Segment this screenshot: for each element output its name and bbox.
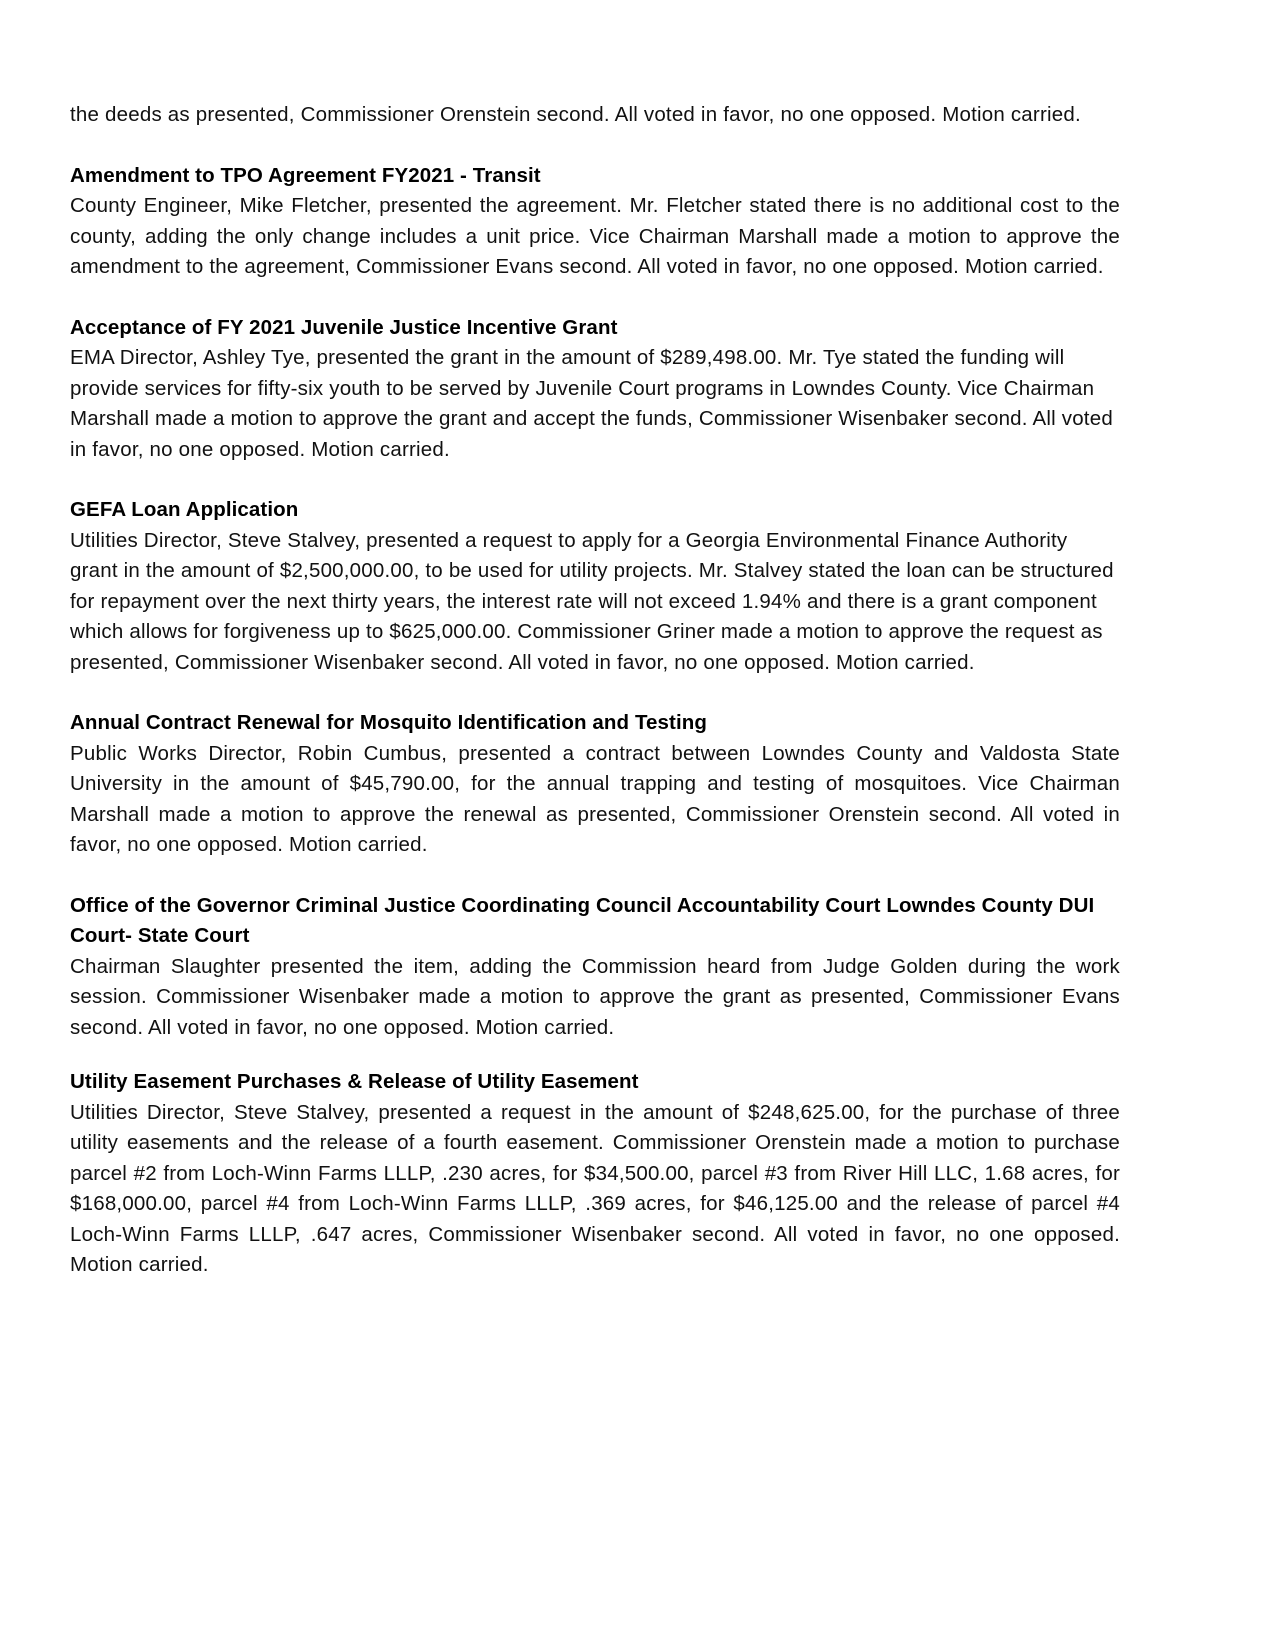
section-body-tpo-agreement: County Engineer, Mike Fletcher, presented the agreement. Mr. Fletcher stated there is no additional cost to the county, adding the only change includes a unit price. Vice Chairman Marshall made a motion to approve the amendment to the agreement, Commissioner Evans second. All voted in favor, no one opposed. Motion carried.	[70, 194, 1120, 278]
document-text-body	[70, 100, 1120, 1281]
section-gefa-loan-application	[70, 495, 1120, 678]
section-body-dui-accountability-court: Chairman Slaughter presented the item, adding the Commission heard from Judge Golden during the work session. Commissioner Wisenbaker made a motion to approve the grant as presented, Commissioner Evans second. All voted in favor, no one opposed. Motion carried.	[70, 954, 1120, 1039]
paragraph-spacer	[70, 465, 1120, 495]
paragraph-spacer	[70, 861, 1120, 891]
section-juvenile-justice-grant	[70, 313, 1120, 466]
section-mosquito-contract-renewal	[70, 708, 1120, 861]
section-heading-gefa-loan-application: GEFA Loan Application	[70, 498, 299, 521]
continued-paragraph: the deeds as presented, Commissioner Orenstein second. All voted in favor, no one opposed. Motion carried.	[70, 103, 1081, 126]
section-body-utility-easement-purchases: Utilities Director, Steve Stalvey, presented a request in the amount of $248,625.00, for the purchase of three utility easements and the release of a fourth easement. Commissioner Orenstein made a motion to purchase parcel #2 from Loch-Winn Farms LLLP, .230 acres, for $34,500.00, parcel #3 from River Hill LLC, 1.68 acres, for $168,000.00, parcel #4 from Loch-Winn Farms LLLP, .369 acres, for $46,125.00 and the release of parcel #4 Loch-Winn Farms LLLP, .647 acres, Commissioner Wisenbaker second. All voted in favor, no one opposed. Motion carried.	[70, 1100, 1120, 1276]
section-heading-juvenile-justice-grant: Acceptance of FY 2021 Juvenile Justice Incentive Grant	[70, 315, 618, 339]
paragraph-spacer	[70, 131, 1120, 161]
section-utility-easement-purchases	[70, 1067, 1120, 1281]
section-body-gefa-loan-application: Utilities Director, Steve Stalvey, presented a request to apply for a Georgia Environmental Finance Authority grant in the amount of $2,500,000.00, to be used for utility projects. Mr. Stalvey stated the loan can be structured for repayment over the next thirty years, the interest rate will not exceed 1.94% and there is a grant component which allows for forgiveness up to $625,000.00. Commissioner Griner made a motion to approve the request as presented, Commissioner Wisenbaker second. All voted in favor, no one opposed. Motion carried.	[70, 528, 1114, 674]
paragraph-spacer	[70, 678, 1120, 708]
section-heading-mosquito-contract-renewal: Annual Contract Renewal for Mosquito Identification and Testing	[70, 711, 708, 734]
section-dui-accountability-court	[70, 891, 1120, 1044]
paragraph-spacer	[70, 283, 1120, 313]
paragraph-spacer	[70, 1043, 1120, 1067]
section-body-mosquito-contract-renewal: Public Works Director, Robin Cumbus, presented a contract between Lowndes County and Valdosta State University in the amount of $45,790.00, for the annual trapping and testing of mosquitoes. Vice Chairman Marshall made a motion to approve the renewal as presented, Commissioner Orenstein second. All voted in favor, no one opposed. Motion carried.	[70, 741, 1120, 856]
section-body-juvenile-justice-grant: EMA Director, Ashley Tye, presented the grant in the amount of $289,498.00. Mr. Tye stated the funding will provide services for fifty-six youth to be served by Juvenile Court programs in Lowndes County. Vice Chairman Marshall made a motion to approve the grant and accept the funds, Commissioner Wisenbaker second. All voted in favor, no one opposed. Motion carried.	[70, 346, 1113, 461]
section-tpo-agreement	[70, 161, 1120, 283]
section-heading-utility-easement-purchases: Utility Easement Purchases & Release of Utility Easement	[70, 1070, 639, 1093]
section-heading-tpo-agreement: Amendment to TPO Agreement FY2021 - Transit	[70, 163, 541, 187]
section-heading-dui-accountability-court: Office of the Governor Criminal Justice Coordinating Council Accountability Court Lowndes County DUI Court- State Court	[70, 893, 1095, 947]
